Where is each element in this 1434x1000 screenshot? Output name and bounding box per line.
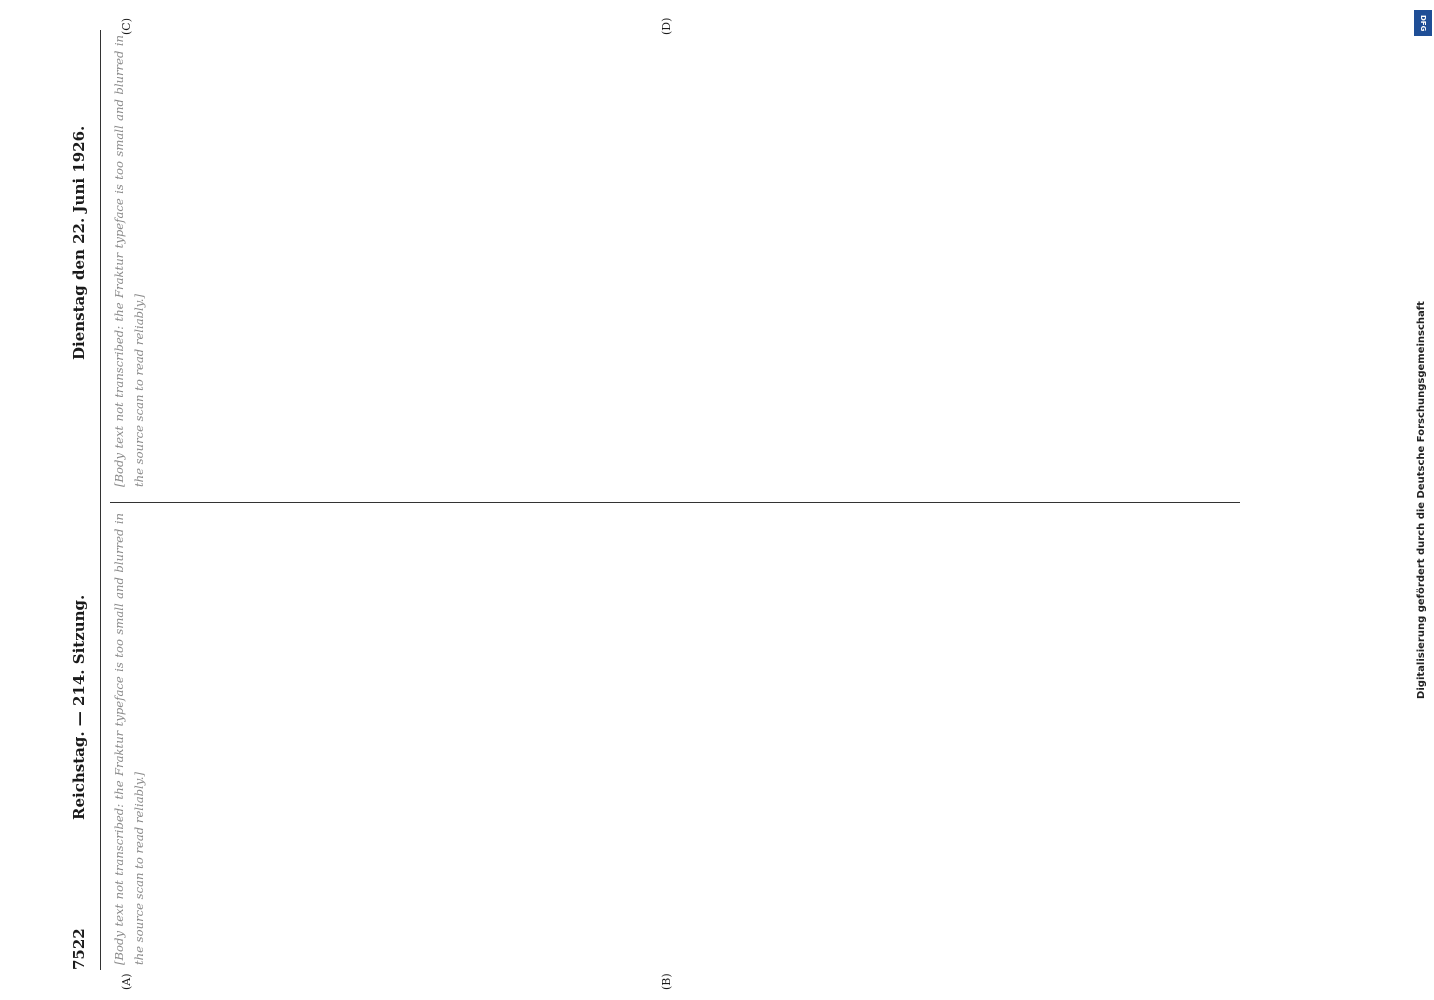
digitization-footer <box>1404 10 1432 990</box>
margin-marker-d: (D) <box>660 17 673 35</box>
margin-marker-c: (C) <box>120 18 133 35</box>
left-running-head: Reichstag. — 214. Sitzung. <box>70 594 88 820</box>
right-column-body: [Body text not transcribed: the Fraktur typeface is too small and blurred in the source scan to read reliably.] <box>112 35 146 487</box>
dfg-logo: DFG <box>1414 10 1432 36</box>
header-rule <box>100 30 101 970</box>
column-divider <box>110 502 1240 503</box>
margin-marker-b: (B) <box>660 973 673 990</box>
digitization-note: Digitalisierung gefördert durch die Deutsche Forschungsgemeinschaft <box>1416 301 1427 699</box>
newspaper-sheet <box>60 0 1260 1000</box>
right-column <box>110 35 1240 487</box>
right-running-head: Dienstag den 22. Juni 1926. <box>70 125 88 360</box>
left-column <box>110 513 1240 965</box>
page-number: 7522 <box>70 928 88 970</box>
page-header <box>68 30 98 970</box>
left-column-body: [Body text not transcribed: the Fraktur typeface is too small and blurred in the source scan to read reliably.] <box>112 513 146 965</box>
margin-marker-a: (A) <box>120 973 133 990</box>
